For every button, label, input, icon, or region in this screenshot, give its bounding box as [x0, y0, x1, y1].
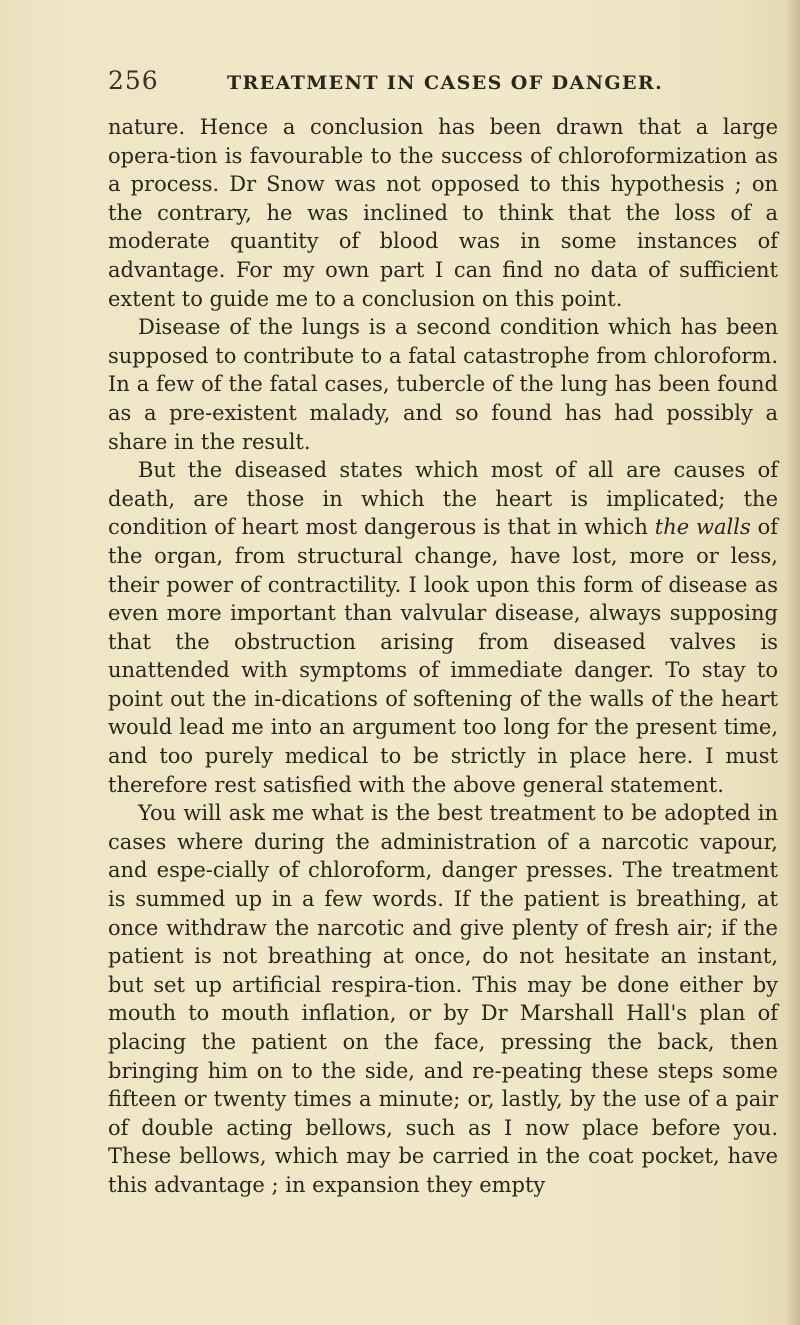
paragraph-3 — [108, 456, 778, 799]
paragraph-2: Disease of the lungs is a second condition which has been supposed to contribute to a fatal catastrophe from chloroform. In a few of the fatal cases, tubercle of the lung has been found as a pre-existent malady, and so found has had possibly a share in the result. — [108, 315, 778, 454]
page-number: 256 — [108, 66, 159, 95]
italic-phrase: the walls — [654, 515, 751, 540]
body-text — [108, 113, 778, 1200]
paragraph-1: nature. Hence a conclusion has been drawn that a large opera-tion is favourable to the success of chloroformization as a process. Dr Snow was not opposed to this hypothesis ; on the contrary, he was inclined to think that the loss of a moderate quantity of blood was in some instances of advantage. For my own part I can find no data of sufficient extent to guide me to a conclusion on this point. — [108, 115, 778, 311]
paragraph-3-end: of the organ, from structural change, have lost, more or less, their power of contractility. I look upon this form of disease as even more important than valvular disease, always supposing that the obstruction arising from diseased valves is unattended with symptoms of immediate danger. To stay to point out the in-dications of softening of the walls of the heart would lead me into an argument too long for the present time, and too purely medical to be strictly in place here. I must therefore rest satisfied with the above general statement. — [108, 515, 778, 797]
running-head: TREATMENT IN CASES OF DANGER. — [227, 72, 664, 94]
page-edge-shadow — [786, 0, 800, 1325]
paragraph-3-start: But the diseased states which most of all are causes of death, are those in which the heart is implicated; the condition of heart most dangerous is that in which — [108, 458, 778, 540]
page-header — [108, 68, 788, 108]
paragraph-4: You will ask me what is the best treatment to be adopted in cases where during the administration of a narcotic vapour, and espe-cially of chloroform, danger presses. The treatment is summed up in a few words. If the patient is breathing, at once withdraw the narcotic and give plenty of fresh air; if the patient is not breathing at once, do not hesitate an instant, but set up artificial respira-tion. This may be done either by mouth to mouth inflation, or by Dr Marshall Hall's plan of placing the patient on the face, pressing the back, then bringing him on to the side, and re-peating these steps some fifteen or twenty times a minute; or, lastly, by the use of a pair of double acting bellows, such as I now place before you. These bellows, which may be carried in the coat pocket, have this advantage ; in expansion they empty — [108, 801, 778, 1197]
